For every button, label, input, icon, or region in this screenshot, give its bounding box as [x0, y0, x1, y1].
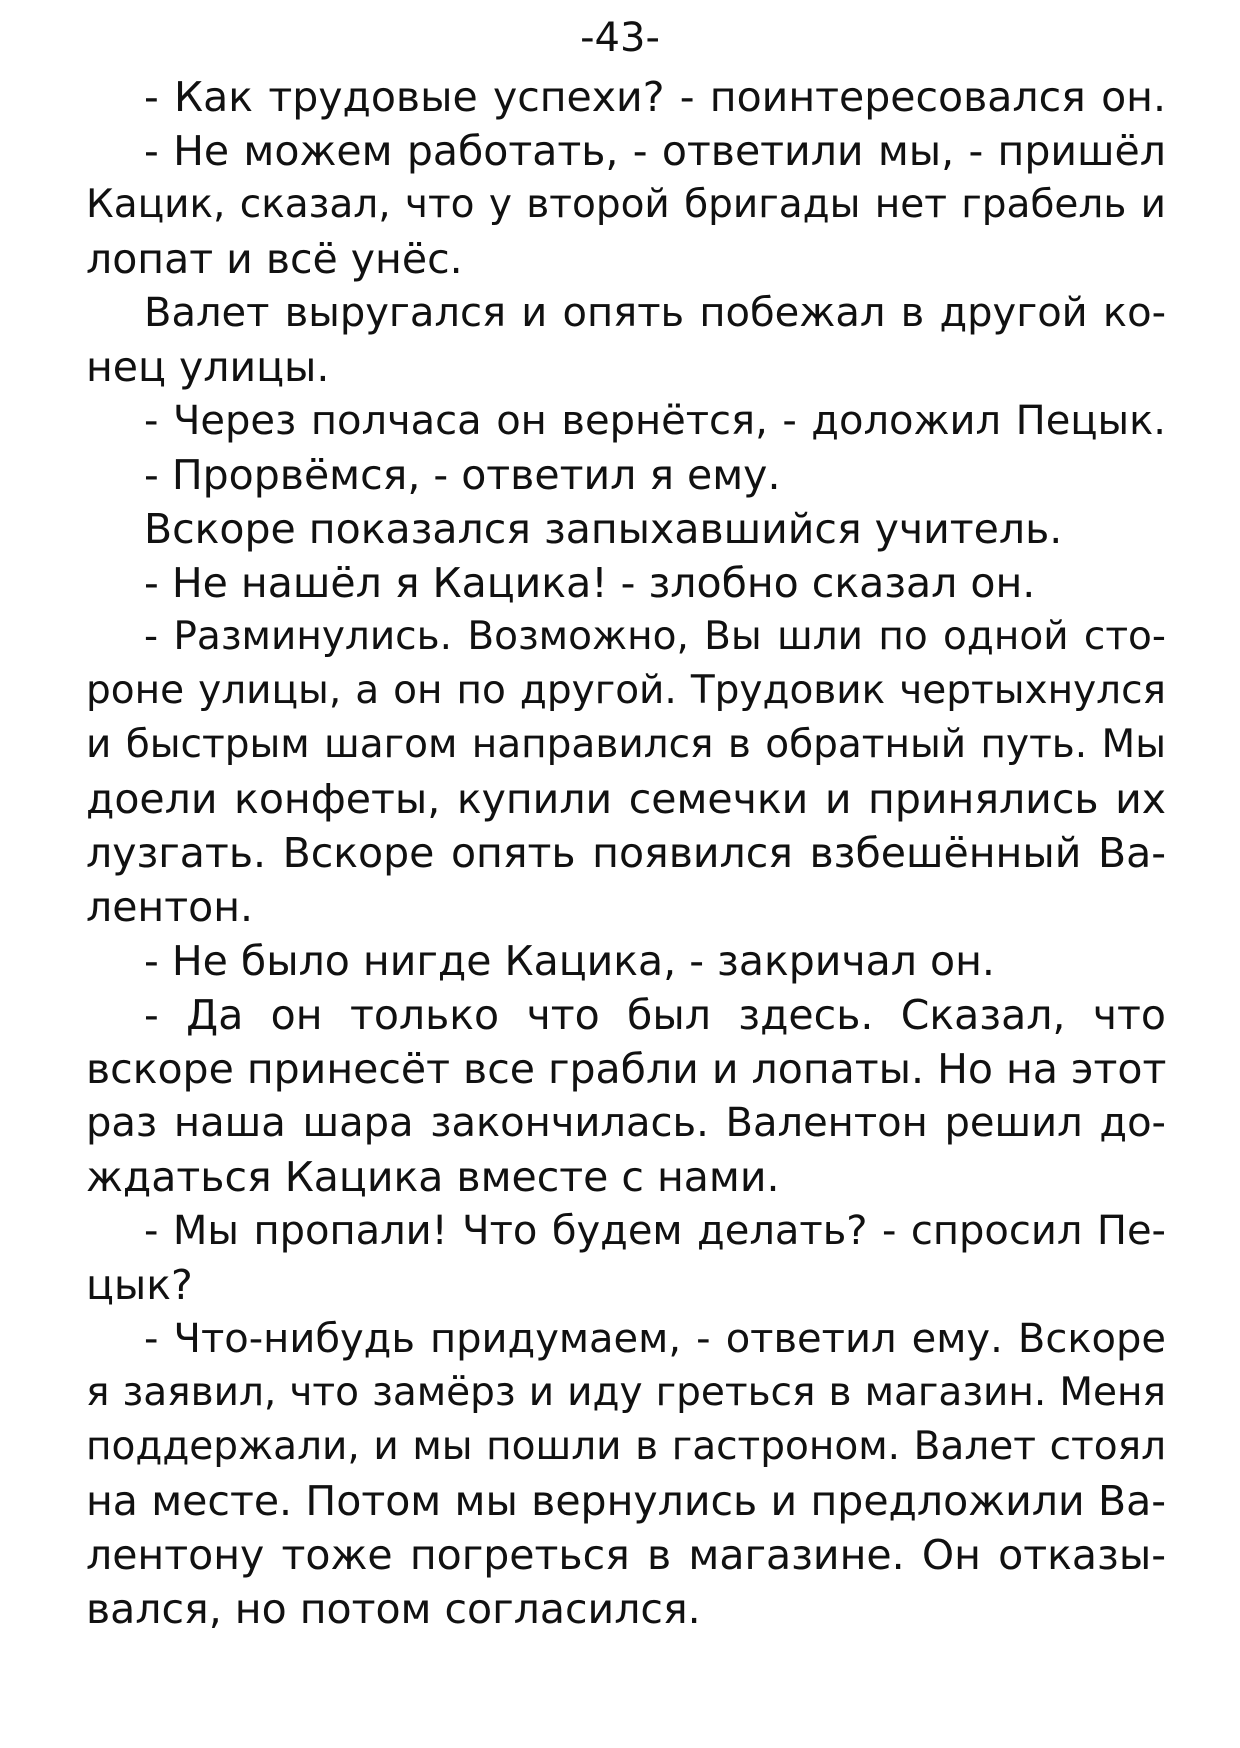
- text-line: на месте. Потом мы вернулись и предложили Ва-: [86, 1477, 1166, 1525]
- text-line: - Как трудовые успехи? - поинтересовался он.: [144, 73, 1166, 121]
- text-line: - Прорвёмся, - ответил я ему.: [144, 451, 781, 499]
- text-line: лентон.: [86, 883, 254, 931]
- text-line: и быстрым шагом направился в обратный путь. Мы: [86, 722, 1166, 767]
- text-line: - Мы пропали! Что будем делать? - спросил Пе-: [144, 1208, 1166, 1254]
- text-line: лопат и всё унёс.: [86, 235, 463, 283]
- text-line: ждаться Кацика вместе с нами.: [86, 1153, 780, 1201]
- text-line: цык?: [86, 1261, 193, 1309]
- text-line: лентону тоже погреться в магазине. Он отказы-: [86, 1531, 1166, 1579]
- text-line: - Да он только что был здесь. Сказал, что: [144, 991, 1166, 1039]
- text-line: роне улицы, а он по другой. Трудовик чертыхнулся: [86, 668, 1166, 713]
- text-line: Валет выругался и опять побежал в другой ко-: [144, 290, 1166, 336]
- text-line: нец улицы.: [86, 343, 330, 391]
- text-line: вскоре принесёт все грабли и лопаты. Но на этот: [86, 1045, 1167, 1093]
- text-line: - Через полчаса он вернётся, - доложил Пецык.: [144, 398, 1166, 444]
- page-number: -43-: [580, 15, 660, 61]
- text-line: раз наша шара закончилась. Валентон решил до-: [86, 1100, 1166, 1146]
- text-line: Кацик, сказал, что у второй бригады нет грабель и: [86, 182, 1166, 227]
- text-line: - Что-нибудь придумаем, - ответил ему. Вскоре: [144, 1316, 1166, 1362]
- text-line: - Не было нигде Кацика, - закричал он.: [144, 937, 995, 985]
- text-line: я заявил, что замёрз и иду греться в магазин. Меня: [86, 1370, 1166, 1415]
- text-line: доели конфеты, купили семечки и принялись их: [86, 775, 1166, 823]
- text-line: лузгать. Вскоре опять появился взбешённый Ва-: [86, 829, 1166, 877]
- text-line: - Не можем работать, - ответили мы, - пришёл: [144, 127, 1166, 175]
- text-line: Вскоре показался запыхавшийся учитель.: [144, 505, 1063, 553]
- text-line: вался, но потом согласился.: [86, 1585, 701, 1633]
- text-line: - Разминулись. Возможно, Вы шли по одной сто-: [144, 614, 1166, 659]
- text-line: - Не нашёл я Кацика! - злобно сказал он.: [144, 559, 1036, 607]
- text-line: поддержали, и мы пошли в гастроном. Валет стоял: [86, 1424, 1166, 1469]
